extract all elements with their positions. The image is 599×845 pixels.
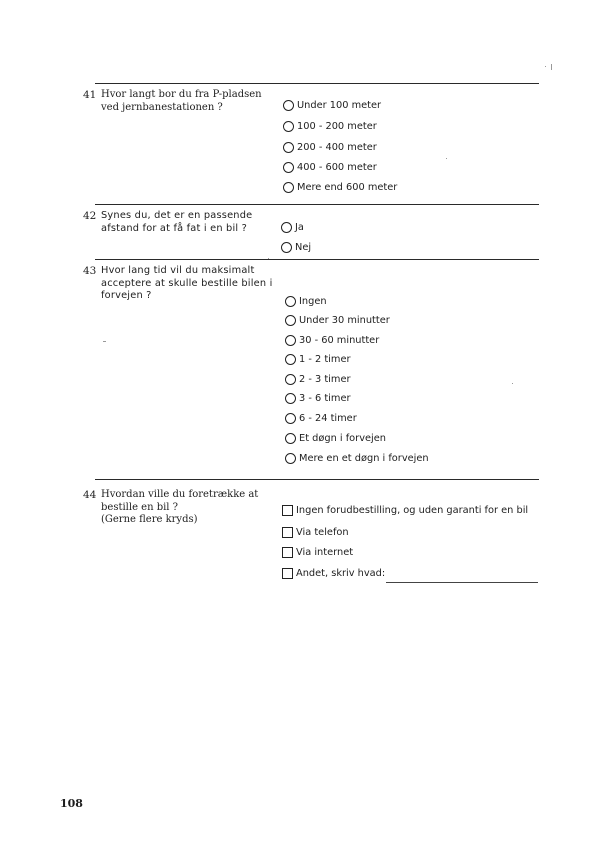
question-text: Synes du, det er en passende afstand for at få fat i en bil ?	[101, 210, 253, 234]
option-30-60-minutter[interactable]	[285, 335, 379, 346]
option-200-400-meter[interactable]	[283, 142, 377, 153]
radio-button[interactable]	[285, 453, 296, 464]
question-number: 44	[83, 489, 97, 501]
radio-button[interactable]	[285, 315, 296, 326]
option-label: 30 - 60 minutter	[299, 335, 380, 346]
option-6-24-timer[interactable]	[285, 413, 357, 424]
divider-top	[95, 83, 539, 84]
divider-q42-q43	[95, 259, 539, 260]
option-2-3-timer[interactable]	[285, 374, 351, 385]
option-label: 2 - 3 timer	[299, 374, 351, 385]
radio-button[interactable]	[285, 433, 296, 444]
option-under-30-minutter[interactable]	[285, 315, 390, 326]
radio-button[interactable]	[283, 121, 294, 132]
option-label: 3 - 6 timer	[299, 393, 351, 404]
option-100-200-meter[interactable]	[283, 121, 377, 132]
scan-speck	[512, 383, 513, 384]
divider-q41-q42	[95, 204, 539, 205]
scan-speck	[446, 158, 447, 159]
scan-speck	[268, 258, 269, 259]
option-ingen[interactable]	[285, 296, 327, 307]
question-number: 42	[83, 210, 97, 222]
radio-button[interactable]	[283, 162, 294, 173]
option-label: Under 30 minutter	[299, 315, 390, 326]
option-label: Via telefon	[296, 527, 349, 538]
question-text: Hvordan ville du foretrække at bestille en bil ? (Gerne flere kryds)	[101, 489, 259, 525]
radio-button[interactable]	[285, 296, 296, 307]
option-400-600-meter[interactable]	[283, 162, 377, 173]
checkbox[interactable]	[282, 568, 293, 579]
option-via-internet[interactable]	[282, 547, 353, 558]
radio-button[interactable]	[281, 222, 292, 233]
divider-q43-q44	[95, 479, 539, 480]
option-label: Via internet	[296, 547, 354, 558]
radio-button[interactable]	[285, 413, 296, 424]
checkbox[interactable]	[282, 547, 293, 558]
radio-button[interactable]	[281, 242, 292, 253]
scan-speck	[545, 66, 546, 67]
option-label: Mere en et døgn i forvejen	[299, 453, 429, 464]
option-label: Et døgn i forvejen	[299, 433, 386, 444]
option-label: Andet, skriv hvad:	[296, 568, 386, 579]
radio-button[interactable]	[283, 142, 294, 153]
option-mere-en-et-dogn-i-forvejen[interactable]	[285, 453, 429, 464]
option-label: Ingen forudbestilling, og uden garanti for en bil	[296, 505, 529, 516]
write-in-line[interactable]	[386, 582, 538, 583]
option-et-dogn-i-forvejen[interactable]	[285, 433, 386, 444]
option-via-telefon[interactable]	[282, 527, 349, 538]
option-under-100-meter[interactable]	[283, 100, 381, 111]
radio-button[interactable]	[283, 100, 294, 111]
option-label: 400 - 600 meter	[297, 162, 377, 173]
option-label: 6 - 24 timer	[299, 413, 357, 424]
scan-speck	[551, 64, 552, 70]
question-number: 41	[83, 89, 97, 101]
radio-button[interactable]	[285, 374, 296, 385]
option-ja[interactable]	[281, 222, 304, 233]
question-text: Hvor langt bor du fra P-pladsen ved jernbanestationen ?	[101, 89, 262, 113]
checkbox[interactable]	[282, 527, 293, 538]
option-label: Ja	[295, 222, 304, 233]
scan-speck	[103, 341, 106, 342]
option-label: 1 - 2 timer	[299, 354, 351, 365]
radio-button[interactable]	[283, 182, 294, 193]
option-label: 100 - 200 meter	[297, 121, 377, 132]
option-mere-end-600-meter[interactable]	[283, 182, 397, 193]
option-label: Under 100 meter	[297, 100, 382, 111]
option-label: Ingen	[299, 296, 327, 307]
page-number: 108	[60, 797, 83, 810]
option-label: Nej	[295, 242, 312, 253]
checkbox[interactable]	[282, 505, 293, 516]
option-1-2-timer[interactable]	[285, 354, 351, 365]
option-label: 200 - 400 meter	[297, 142, 377, 153]
option-nej[interactable]	[281, 242, 311, 253]
radio-button[interactable]	[285, 335, 296, 346]
option-ingen-forudbestilling[interactable]	[282, 505, 528, 516]
option-label: Mere end 600 meter	[297, 182, 398, 193]
question-text: Hvor lang tid vil du maksimalt acceptere at skulle bestille bilen i forvejen ?	[101, 265, 273, 301]
option-3-6-timer[interactable]	[285, 393, 351, 404]
radio-button[interactable]	[285, 354, 296, 365]
radio-button[interactable]	[285, 393, 296, 404]
question-number: 43	[83, 265, 97, 277]
option-andet[interactable]	[282, 568, 385, 579]
